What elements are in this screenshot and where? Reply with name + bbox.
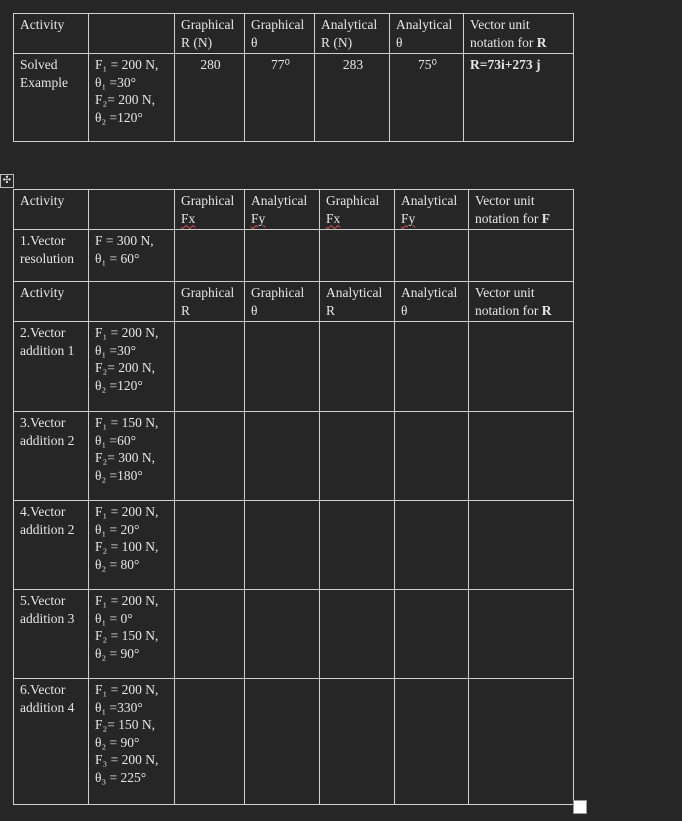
vector-notation-cell[interactable]: R=73i+273 j xyxy=(464,54,574,142)
empty-cell[interactable] xyxy=(395,501,469,590)
empty-cell[interactable] xyxy=(320,322,395,412)
empty-cell[interactable] xyxy=(469,679,574,805)
header-activity[interactable]: Activity xyxy=(14,190,89,230)
header-vector-notation[interactable]: Vector unit notation for R xyxy=(464,14,574,54)
given-line: θ₂ = 90° xyxy=(95,734,140,750)
given-line: θ₃ = 225° xyxy=(95,769,147,785)
empty-cell[interactable] xyxy=(245,230,320,282)
empty-cell[interactable] xyxy=(175,501,245,590)
table1-header-row xyxy=(14,14,574,54)
empty-cell[interactable] xyxy=(175,590,245,679)
activity-cell[interactable]: Solved Example xyxy=(14,54,89,142)
given-line: θ₁ =30° xyxy=(95,342,137,358)
header-given[interactable] xyxy=(89,190,175,230)
empty-cell[interactable] xyxy=(245,590,320,679)
activity-cell[interactable]: 3.Vector addition 2 xyxy=(14,412,89,501)
given-line: θ₂ =120° xyxy=(95,109,143,125)
empty-cell[interactable] xyxy=(395,412,469,501)
header-given[interactable] xyxy=(89,282,175,322)
header-graphical-r[interactable]: Graphical R xyxy=(175,282,245,322)
given-line: θ₂ = 80° xyxy=(95,556,140,572)
header-graphical-theta[interactable]: Graphical θ xyxy=(245,282,320,322)
empty-cell[interactable] xyxy=(175,322,245,412)
empty-cell[interactable] xyxy=(395,679,469,805)
given-line: θ₂ = 90° xyxy=(95,645,140,661)
given-line: F₃ = 200 N, xyxy=(95,752,159,767)
table2-header-a xyxy=(14,190,574,230)
given-line: F₁ = 200 N, xyxy=(95,682,159,697)
given-line: θ₂ =180° xyxy=(95,467,143,483)
activities-table xyxy=(13,189,574,805)
empty-cell[interactable] xyxy=(469,412,574,501)
graphical-theta-cell[interactable]: 77⁰ xyxy=(245,54,315,142)
empty-cell[interactable] xyxy=(175,679,245,805)
empty-cell[interactable] xyxy=(469,501,574,590)
header-graphical-theta[interactable]: Graphical θ xyxy=(245,14,315,54)
given-line: F₁ = 150 N, xyxy=(95,415,159,430)
given-line: θ₂ =120° xyxy=(95,377,143,393)
empty-cell[interactable] xyxy=(245,501,320,590)
resize-handle-icon[interactable] xyxy=(573,800,587,814)
given-line: F₂= 200 N, xyxy=(95,360,155,375)
empty-cell[interactable] xyxy=(245,679,320,805)
empty-cell[interactable] xyxy=(320,230,395,282)
given-cell[interactable] xyxy=(89,54,175,142)
header-vector-notation-r[interactable]: Vector unit notation for R xyxy=(469,282,574,322)
given-line: θ₁ =60° xyxy=(95,432,137,448)
table-row xyxy=(14,501,574,590)
empty-cell[interactable] xyxy=(469,590,574,679)
table2-header-b xyxy=(14,282,574,322)
given-line: θ₁ = 20° xyxy=(95,521,140,537)
given-line: F₁ = 200 N, xyxy=(95,57,159,72)
empty-cell[interactable] xyxy=(395,322,469,412)
analytical-r-cell[interactable]: 283 xyxy=(315,54,390,142)
given-cell[interactable] xyxy=(89,501,175,590)
table-row xyxy=(14,322,574,412)
empty-cell[interactable] xyxy=(469,230,574,282)
header-activity[interactable]: Activity xyxy=(14,282,89,322)
header-graphical-r[interactable]: Graphical R (N) xyxy=(175,14,245,54)
given-cell[interactable] xyxy=(89,412,175,501)
header-analytical-fy[interactable]: Analytical Fy xyxy=(245,190,320,230)
activity-cell[interactable]: 2.Vector addition 1 xyxy=(14,322,89,412)
header-vector-notation-f[interactable]: Vector unit notation for F xyxy=(469,190,574,230)
empty-cell[interactable] xyxy=(320,679,395,805)
solved-example-table xyxy=(13,13,574,142)
header-analytical-r[interactable]: Analytical R (N) xyxy=(315,14,390,54)
table2-row-resolution xyxy=(14,230,574,282)
header-activity[interactable]: Activity xyxy=(14,14,89,54)
given-line: θ₁ = 60° xyxy=(95,250,140,266)
header-analytical-theta[interactable]: Analytical θ xyxy=(390,14,464,54)
empty-cell[interactable] xyxy=(395,230,469,282)
analytical-theta-cell[interactable]: 75⁰ xyxy=(390,54,464,142)
given-line: F₂= 200 N, xyxy=(95,92,155,107)
given-line: θ₁ =30° xyxy=(95,74,137,90)
given-cell[interactable] xyxy=(89,230,175,282)
activity-cell[interactable]: 5.Vector addition 3 xyxy=(14,590,89,679)
activity-cell[interactable]: 6.Vector addition 4 xyxy=(14,679,89,805)
given-line: F₁ = 200 N, xyxy=(95,325,159,340)
empty-cell[interactable] xyxy=(395,590,469,679)
empty-cell[interactable] xyxy=(245,412,320,501)
table-row xyxy=(14,412,574,501)
empty-cell[interactable] xyxy=(469,322,574,412)
header-analytical-fy-2[interactable]: Analytical Fy xyxy=(395,190,469,230)
move-handle-icon[interactable]: ✣ xyxy=(0,174,14,188)
header-graphical-fx-2[interactable]: Graphical Fx xyxy=(320,190,395,230)
empty-cell[interactable] xyxy=(320,501,395,590)
empty-cell[interactable] xyxy=(175,412,245,501)
given-line: F₂= 150 N, xyxy=(95,717,155,732)
empty-cell[interactable] xyxy=(320,412,395,501)
empty-cell[interactable] xyxy=(175,230,245,282)
given-line: θ₁ =330° xyxy=(95,699,143,715)
given-line: F₁ = 200 N, xyxy=(95,593,159,608)
given-line: F₂= 300 N, xyxy=(95,450,155,465)
given-line: F₂ = 150 N, xyxy=(95,628,159,643)
table-row xyxy=(14,590,574,679)
empty-cell[interactable] xyxy=(245,322,320,412)
table-row xyxy=(14,679,574,805)
given-cell[interactable] xyxy=(89,679,175,805)
given-line: F₂ = 100 N, xyxy=(95,539,159,554)
given-cell[interactable] xyxy=(89,590,175,679)
header-analytical-theta[interactable]: Analytical θ xyxy=(395,282,469,322)
given-line: F = 300 N, xyxy=(95,233,154,248)
given-cell[interactable] xyxy=(89,322,175,412)
header-analytical-r[interactable]: Analytical R xyxy=(320,282,395,322)
header-given[interactable] xyxy=(89,14,175,54)
graphical-r-cell[interactable]: 280 xyxy=(175,54,245,142)
table1-row-solved xyxy=(14,54,574,142)
empty-cell[interactable] xyxy=(320,590,395,679)
given-line: θ₁ = 0° xyxy=(95,610,133,626)
header-graphical-fx[interactable]: Graphical Fx xyxy=(175,190,245,230)
activity-cell[interactable]: 1.Vector resolution xyxy=(14,230,89,282)
given-line: F₁ = 200 N, xyxy=(95,504,159,519)
activity-cell[interactable]: 4.Vector addition 2 xyxy=(14,501,89,590)
